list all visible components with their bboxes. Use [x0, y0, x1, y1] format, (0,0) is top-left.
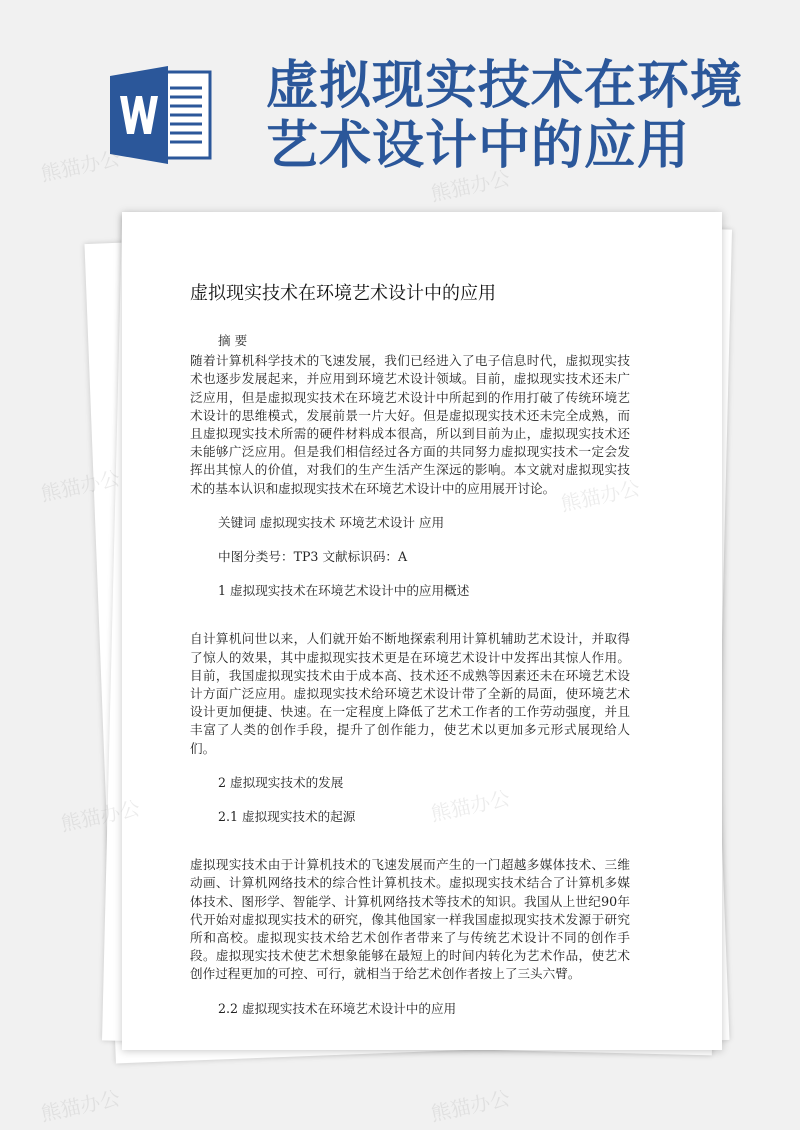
watermark: 熊猫办公	[38, 145, 122, 187]
keywords-line: 关键词 虚拟现实技术 环境艺术设计 应用	[218, 514, 445, 530]
watermark: 熊猫办公	[428, 1085, 512, 1127]
section-paragraph: 虚拟现实技术由于计算机技术的飞速发展而产生的一门超越多媒体技术、三维动画、计算机网络技术的综合性计算机技术。虚拟现实技术结合了计算机多媒体技术、图形学、智能学、计算机网络技术等技术的知识。我国从上世纪90年代开始对虚拟现实技术的研究，像其他国家一样我国虚拟现实技术发源于研究所和高校。虚拟现实技术给艺术创作者带来了与传统艺术设计不同的创作手段。虚拟现实技术使艺术想象能够在最短上的时间内转化为艺术作品，使艺术创作过程更加的可控、可行，就相当于给艺术创作者按上了三头六臂。	[190, 857, 630, 982]
section-paragraph: 自计算机问世以来，人们就开始不断地探索利用计算机辅助艺术设计，并取得了惊人的效果，其中虚拟现实技术更是在环境艺术设计中发挥出其惊人作用。目前，我国虚拟现实技术由于成本高、技术还不成熟等因素还未在环境艺术设计方面广泛应用。虚拟现实技术给环境艺术设计带了全新的局面，使环境艺术设计更加便捷、快速。在一定程度上降低了艺术工作者的工作劳动强度，并且丰富了人类的创作手段，提升了创作能力，使艺术以更加多元形式展现给人们。	[190, 631, 630, 756]
section-heading: 2 虚拟现实技术的发展	[218, 774, 344, 790]
subsection-heading: 2.2 虚拟现实技术在环境艺术设计中的应用	[218, 1000, 457, 1016]
abstract-label: 摘 要	[218, 333, 248, 348]
subsection-heading: 2.1 虚拟现实技术的起源	[218, 809, 356, 825]
banner-title: 虚拟现实技术在环境艺术设计中的应用	[266, 56, 744, 176]
watermark: 熊猫办公	[38, 465, 122, 507]
watermark: 熊猫办公	[38, 1085, 122, 1127]
watermark: 熊猫办公	[58, 795, 142, 837]
document-body	[190, 282, 630, 1018]
watermark: 熊猫办公	[428, 165, 512, 207]
classification-line: 中图分类号：TP3 文献标识码：A	[218, 549, 408, 565]
word-document-icon	[110, 64, 214, 166]
document-title: 虚拟现实技术在环境艺术设计中的应用	[190, 283, 496, 304]
section-heading: 1 虚拟现实技术在环境艺术设计中的应用概述	[218, 583, 470, 599]
abstract-paragraph: 随着计算机科学技术的飞速发展，我们已经进入了电子信息时代，虚拟现实技术也逐步发展起来，并应用到环境艺术设计领域。目前，虚拟现实技术还未广泛应用，但是虚拟现实技术在环境艺术设计中所起到的作用打破了传统环境艺术设计的思维模式，发展前景一片大好。但是虚拟现实技术还未完全成熟，而且虚拟现实技术所需的硬件材料成本很高，所以到目前为止，虚拟现实技术还未能够广泛应用。但是我们相信经过各方面的共同努力虚拟现实技术一定会发挥出其惊人的价值，对我们的生产生活产生深远的影响。本文就对虚拟现实技术的基本认识和虚拟现实技术在环境艺术设计中的应用展开讨论。	[190, 353, 630, 496]
